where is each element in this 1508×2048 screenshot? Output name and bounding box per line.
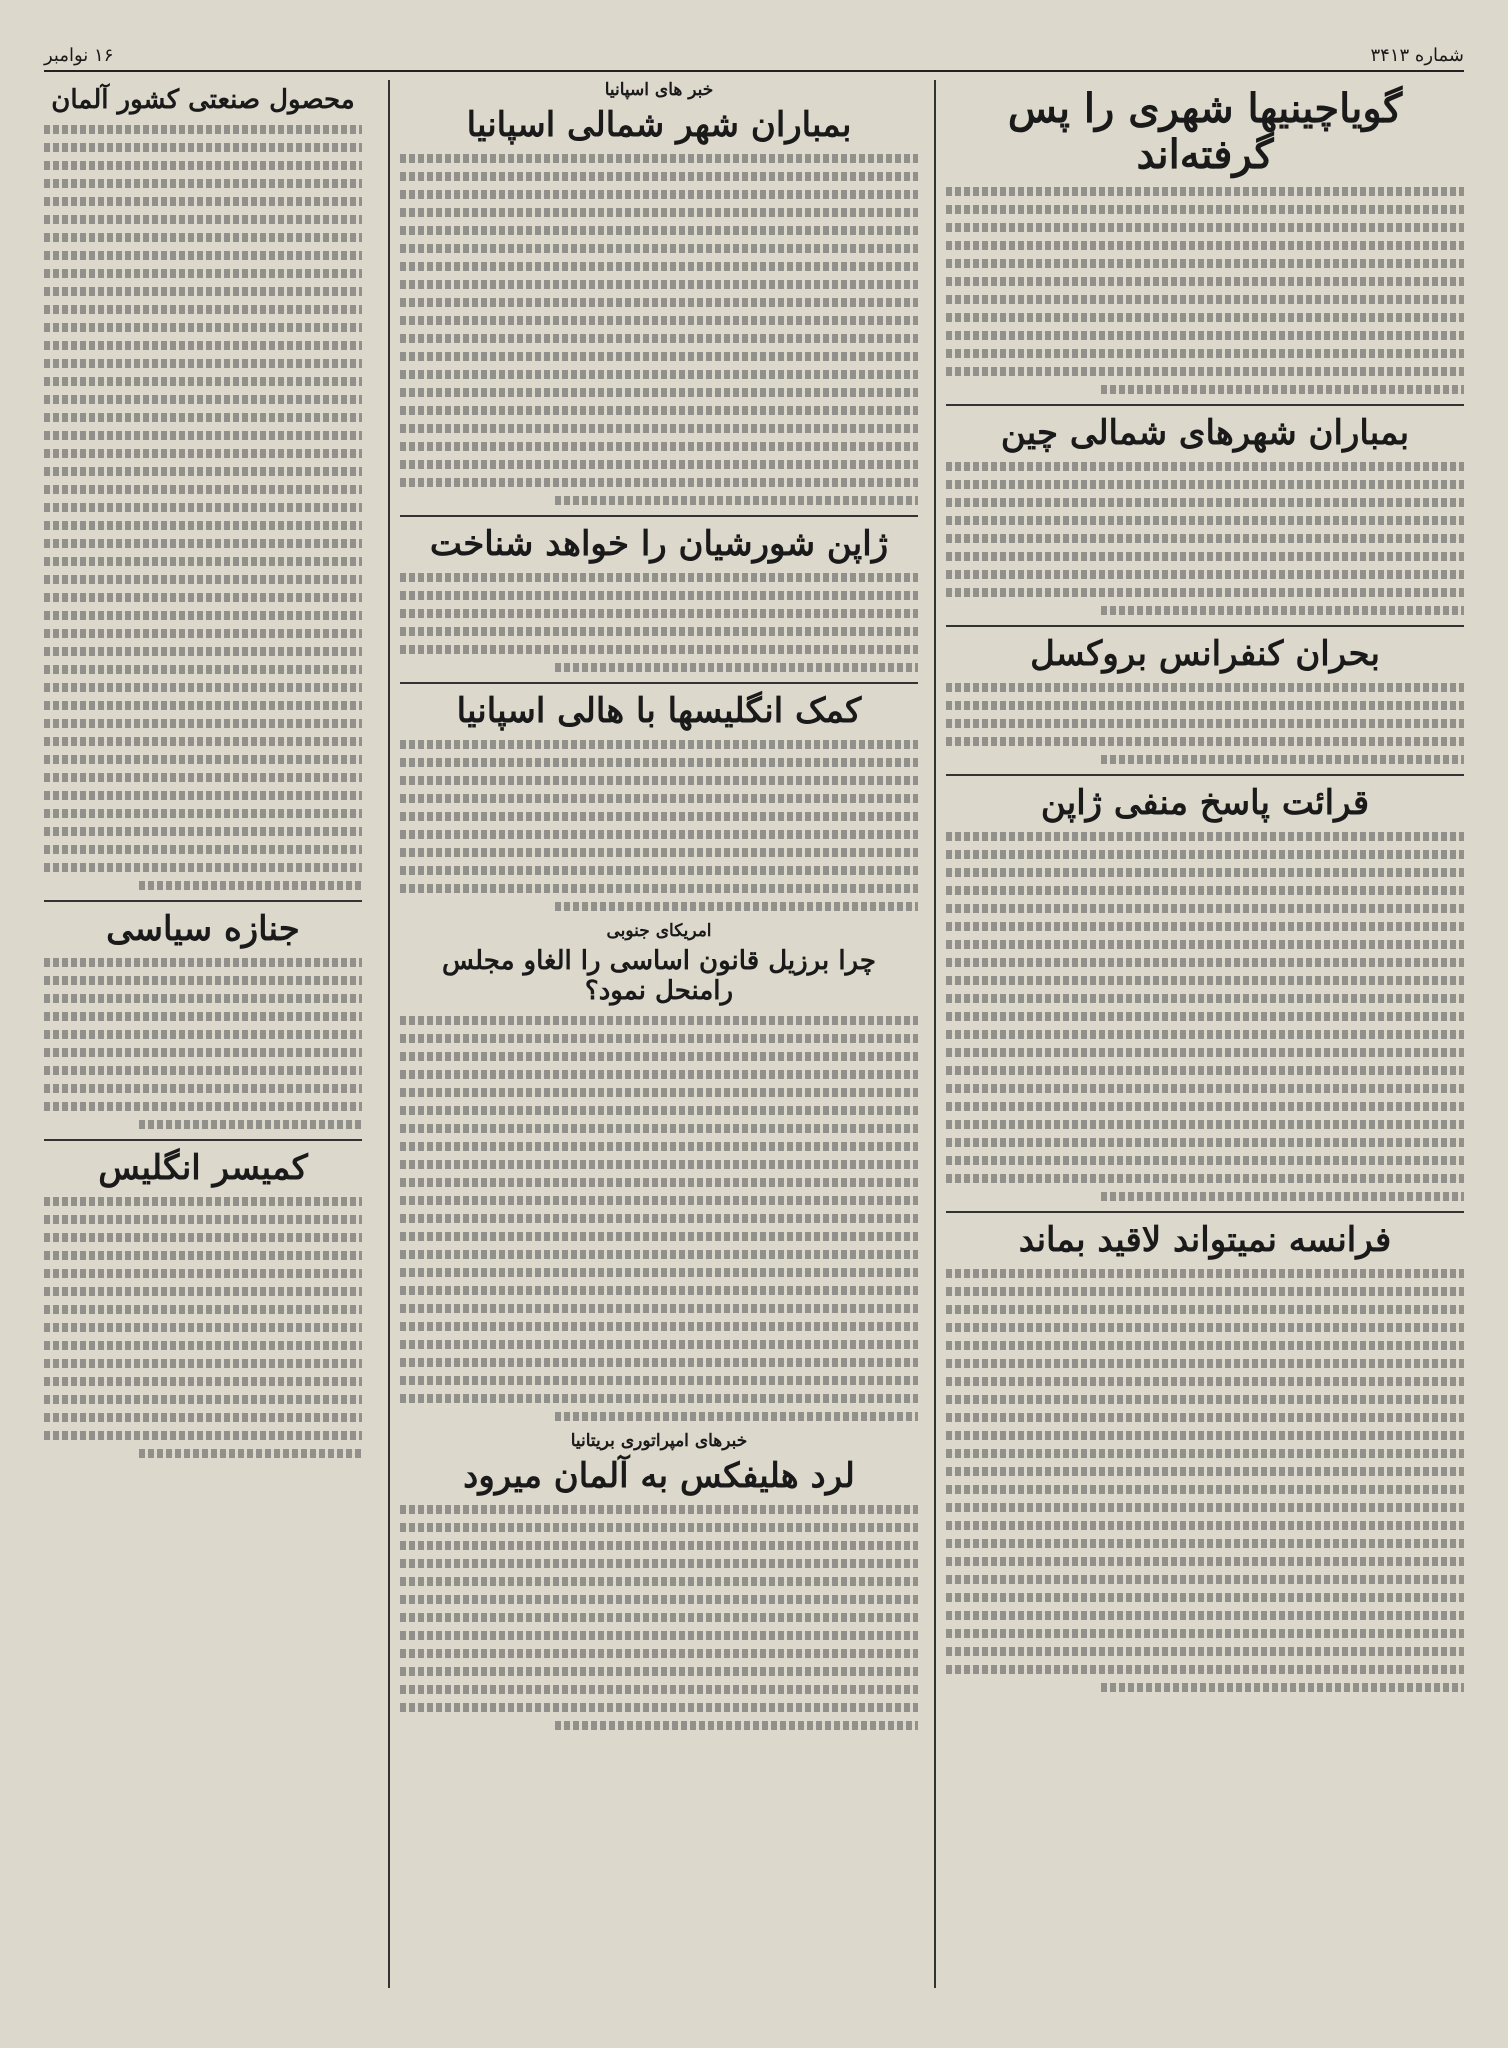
article-body bbox=[44, 1197, 362, 1458]
article-body bbox=[400, 740, 918, 911]
headline-brussels-crisis: بحران کنفرانس بروکسل bbox=[1030, 634, 1380, 675]
headline-north-china-bombing: بمباران شهرهای شمالی چین bbox=[1000, 413, 1410, 453]
article-body bbox=[400, 573, 918, 672]
divider bbox=[400, 682, 918, 684]
headline-japan-reply: قرائت پاسخ منفی ژاپن bbox=[1040, 783, 1370, 824]
divider bbox=[44, 1139, 362, 1141]
article-body bbox=[946, 1269, 1464, 1692]
headline-german-industry: محصول صنعتی کشور آلمان bbox=[51, 85, 355, 115]
section-british-empire: خبرهای امپراتوری بریتانیا bbox=[570, 1431, 748, 1452]
issue-date: ۱۶ نوامبر bbox=[44, 44, 114, 66]
article-body bbox=[946, 462, 1464, 615]
divider bbox=[400, 515, 918, 517]
article-body bbox=[946, 187, 1464, 394]
headline-british-commissioner: کمیسر انگلیس bbox=[98, 1147, 308, 1188]
masthead bbox=[44, 40, 1464, 72]
section-south-america: امریکای جنوبی bbox=[606, 921, 712, 942]
article-body bbox=[946, 683, 1464, 764]
divider bbox=[946, 774, 1464, 776]
article-body bbox=[400, 154, 918, 505]
headline-british-aid: کمک انگلیسها با هالی اسپانیا bbox=[456, 691, 862, 732]
section-spain-news: خبر های اسپانیا bbox=[604, 80, 714, 100]
issue-number: شماره ۳۴۱۳ bbox=[1370, 44, 1464, 66]
divider bbox=[946, 625, 1464, 627]
right-column bbox=[934, 80, 1464, 1988]
divider bbox=[44, 900, 362, 902]
headline-political-funeral: جنازه سیاسی bbox=[106, 908, 300, 949]
article-body bbox=[400, 1505, 918, 1730]
headline-chinese-city: گویاچینیها شهری را پس گرفته‌اند bbox=[1007, 85, 1403, 178]
article-body bbox=[400, 1016, 918, 1421]
article-body bbox=[44, 125, 362, 890]
headline-japan-rebels: ژاپن شورشیان را خواهد شناخت bbox=[429, 524, 889, 565]
headline-france: فرانسه نمیتواند لاقید بماند bbox=[1018, 1220, 1392, 1261]
headline-spain-bombing: بمباران شهر شمالی اسپانیا bbox=[466, 105, 852, 145]
article-body bbox=[44, 958, 362, 1129]
headline-halifax: لرد هلیفکس به آلمان میرود bbox=[463, 1456, 855, 1497]
middle-column bbox=[388, 80, 918, 1988]
headline-brazil: چرا برزیل قانون اساسی را الغاو مجلس رامنحل نمود؟ bbox=[442, 946, 876, 1007]
divider bbox=[946, 1211, 1464, 1213]
divider bbox=[946, 404, 1464, 406]
article-body bbox=[946, 832, 1464, 1201]
left-column bbox=[44, 80, 362, 1988]
